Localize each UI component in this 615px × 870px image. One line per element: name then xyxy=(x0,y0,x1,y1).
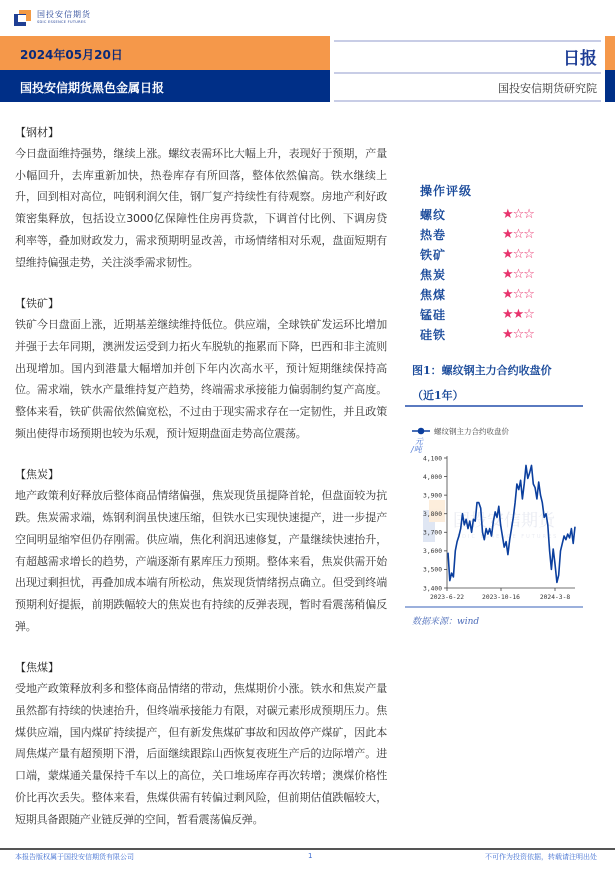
date-bar-end xyxy=(605,36,615,70)
rating-row xyxy=(420,244,570,264)
svg-text:螺纹钢主力合约收盘价: 螺纹钢主力合约收盘价 xyxy=(434,427,509,436)
svg-text:2024-3-8: 2024-3-8 xyxy=(539,594,571,601)
report-body xyxy=(15,122,387,850)
page-number: 1 xyxy=(308,852,313,860)
section-iron-ore xyxy=(15,293,387,444)
logo-mark-icon xyxy=(14,10,32,26)
figure-rule-top xyxy=(405,405,583,407)
svg-text:4,100: 4,100 xyxy=(423,455,442,463)
rating-name: 硅铁 xyxy=(420,327,447,342)
rebar-price-chart xyxy=(405,408,583,608)
operation-rating xyxy=(420,182,570,344)
section-text: 地产政策利好释放后整体商品情绪偏强，焦炭现货虽提降首轮，但盘面较为抗跌。焦炭需求端，炼钢利润虽快速压缩，但铁水已实现快速提产，进一步提产空间明显缩窄但仍存刚需。供应端，焦化利润迅速修复，产量继续快速抬升，有超越需求增长的趋势，产端逐渐有累库压力预期。整体来看，焦炭供需开始出现过剩担忧，再叠加成本端有所松动，焦炭现货情绪拐点确立。但受到终端预期利好提振，前期跌幅较大的焦炭也有持续的反弹表现，暂时看震荡稍偏反弹。 xyxy=(15,489,387,633)
report-title: 国投安信期货黑色金属日报 xyxy=(20,81,165,95)
star-icon: ★☆☆ xyxy=(502,246,534,262)
company-logo xyxy=(14,10,91,26)
section-text: 受地产政策释放利多和整体商品情绪的带动，焦煤期价小涨。铁水和焦炭产量虽然都有持续的快速抬升，但终端承接能力有限，对碳元素形成预期压力。焦煤供应端，国内煤矿持续提产，但有新发焦煤矿事故和因故停产煤矿，因此本周焦煤产量有超预期下滑，后面继续跟踪山西恢复夜班生产后的边际增产。进口端，蒙煤通关量保持千车以上的高位，关口堆场库存再次转增；澳煤价格性价比再次丢失。整体来看，焦煤供需有转偏过剩风险，但前期估值跌幅较大，短期具备跟随产业链反弹的空间，暂看震荡偏反弹。 xyxy=(15,682,387,826)
rating-name: 螺纹 xyxy=(420,207,447,222)
report-date: 2024年05月20日 xyxy=(20,48,123,62)
section-heading: 【焦煤】 xyxy=(15,661,59,675)
svg-text:3,400: 3,400 xyxy=(423,585,442,593)
section-text: 铁矿今日盘面上涨，近期基差继续维持低位。供应端，全球铁矿发运环比增加并强于去年同期，澳洲发运受到力拓火车脱轨的拖累而下降，巴西和非主流则出现增加。国内到港量大幅增加并创下年内次高水平，预计短期继续保持高位。需求端，铁水产量维持复产趋势，终端需求承接能力偏弱制约复产高度。整体来看，铁矿供需依然偏宽松，不过由于现实需求存在一定韧性，并且政策频出使得市场预期也较为乐观，预计短期盘面走势高位震荡。 xyxy=(15,318,387,440)
divider xyxy=(334,100,601,102)
rating-row xyxy=(420,304,570,324)
svg-text:4,000: 4,000 xyxy=(423,473,442,481)
rating-name: 热卷 xyxy=(420,227,447,242)
svg-text:3,600: 3,600 xyxy=(423,548,442,556)
svg-text:3,800: 3,800 xyxy=(423,511,442,519)
footer-divider xyxy=(0,848,615,850)
figure-rule-bottom xyxy=(405,606,583,608)
rating-name: 焦煤 xyxy=(420,287,447,302)
title-bar-end xyxy=(605,70,615,102)
logo-cn-text: 国投安信期货 xyxy=(37,10,91,20)
figure-title-line2: （近1年） xyxy=(412,389,464,402)
figure-title xyxy=(412,358,584,408)
rating-name: 焦炭 xyxy=(420,267,447,282)
rating-name: 锰硅 xyxy=(420,307,447,322)
rating-title: 操作评级 xyxy=(420,184,473,198)
price-line xyxy=(448,465,575,582)
section-coking-coal xyxy=(15,657,387,830)
svg-text:3,900: 3,900 xyxy=(423,492,442,500)
rating-row xyxy=(420,324,570,344)
footer-disclaimer: 不可作为投资依据，转载请注明出处 xyxy=(485,853,597,861)
section-coke xyxy=(15,464,387,637)
footer-copyright: 本报告版权属于国投安信期货有限公司 xyxy=(15,853,134,861)
svg-text:/吨: /吨 xyxy=(411,445,422,454)
report-type: 日报 xyxy=(563,49,597,69)
star-icon: ★☆☆ xyxy=(502,326,534,342)
star-icon: ★☆☆ xyxy=(502,286,534,302)
report-type-box xyxy=(330,36,605,102)
rating-row xyxy=(420,204,570,224)
logo-en-text: SDIC ESSENCE FUTURES xyxy=(37,20,86,25)
svg-text:SDIC ESSENCE FUTURES: SDIC ESSENCE FUTURES xyxy=(457,534,559,540)
svg-text:元: 元 xyxy=(415,437,423,446)
rating-name: 铁矿 xyxy=(420,247,447,262)
svg-text:2023-6-22: 2023-6-22 xyxy=(429,594,465,601)
divider xyxy=(334,72,601,74)
section-steel xyxy=(15,122,387,273)
rating-row xyxy=(420,264,570,284)
star-icon: ★☆☆ xyxy=(502,266,534,282)
star-icon: ★☆☆ xyxy=(502,226,534,242)
star-icon: ★☆☆ xyxy=(502,206,534,222)
data-source: 数据来源：wind xyxy=(412,617,480,627)
svg-text:国投安信期货: 国投安信期货 xyxy=(453,511,555,531)
chart-legend xyxy=(410,426,509,454)
institute-name: 国投安信期货研究院 xyxy=(498,82,597,95)
section-heading: 【铁矿】 xyxy=(15,297,59,311)
svg-text:3,500: 3,500 xyxy=(423,566,442,574)
figure-title-line1: 图1：螺纹钢主力合约收盘价 xyxy=(412,364,552,377)
divider xyxy=(334,40,601,42)
svg-text:3,700: 3,700 xyxy=(423,529,442,537)
section-heading: 【钢材】 xyxy=(15,126,59,139)
svg-text:2023-10-16: 2023-10-16 xyxy=(482,594,520,601)
rating-row xyxy=(420,224,570,244)
rating-row xyxy=(420,284,570,304)
section-heading: 【焦炭】 xyxy=(15,468,59,482)
star-icon: ★★☆ xyxy=(502,306,534,322)
section-text: 今日盘面维持强势，继续上涨。螺纹表需环比大幅上升，表现好于预期，产量小幅回升，去库重新加快，热卷库存有所回落，整体依然偏高。铁水继续上升，回到相对高位，吨钢利润欠佳，钢厂复产持续性有待观察。房地产利好政策密集释放，包括设立3000亿保障性住房再贷款，下调首付比例、下调房贷利率等，叠加财政发力，需求预期明显改善，市场情绪相对乐观，盘面短期有望维持偏强走势，关注淡季需求韧性。 xyxy=(15,147,387,269)
